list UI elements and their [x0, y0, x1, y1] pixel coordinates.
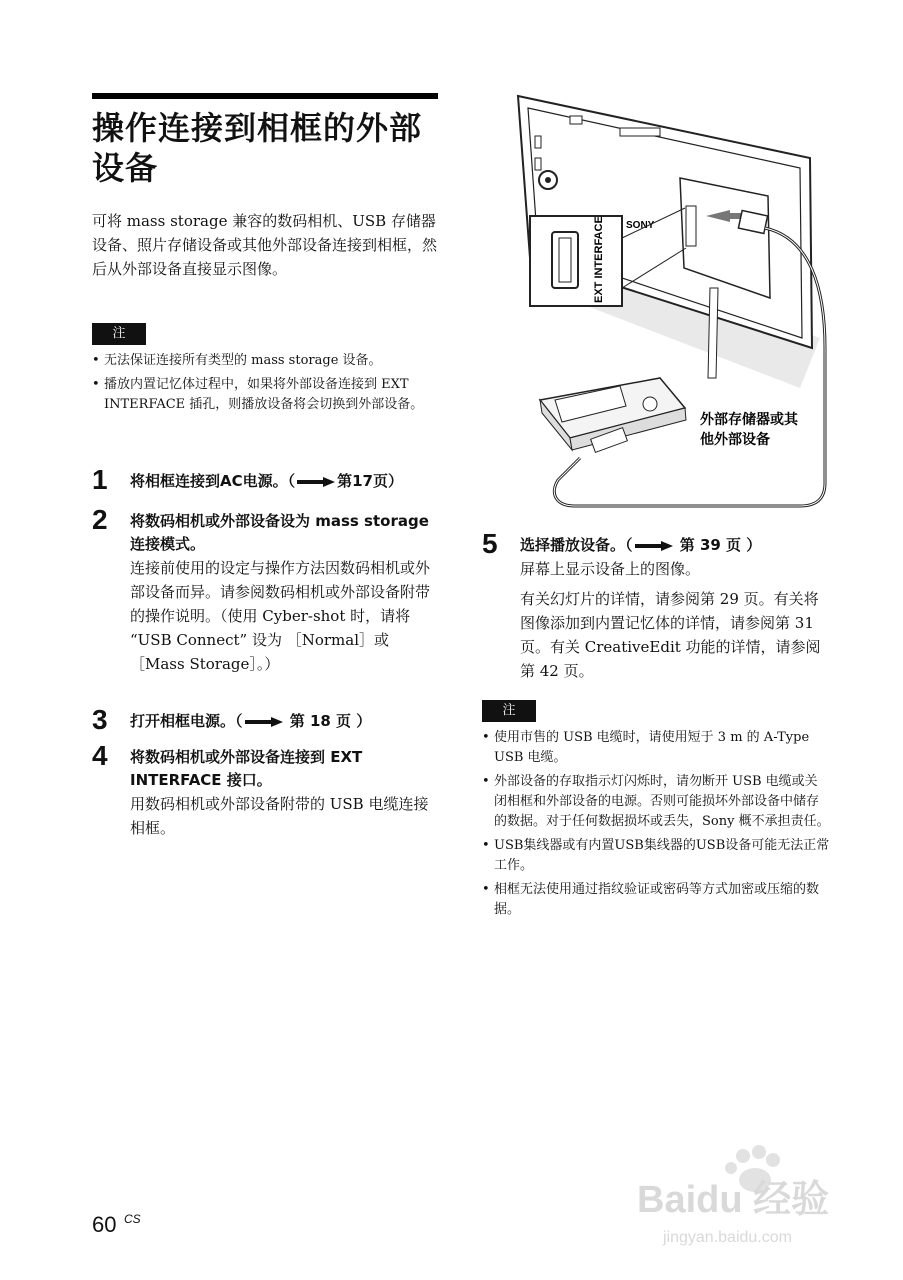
step-number: 5	[482, 528, 498, 559]
brand-label: SONY	[626, 220, 655, 231]
note-item: • 外部设备的存取指示灯闪烁时，请勿断开 USB 电缆或关闭相框和外部设备的电源。否则可能损坏外部设备中储存的数据。对于任何数据损坏或丢失，Sony 概不承担责任。	[482, 772, 830, 832]
device-caption: 外部存储器或其	[700, 412, 798, 428]
note-label: 注	[92, 323, 146, 345]
step-number: 4	[92, 740, 108, 771]
step-heading: 打开相框电源。（ 第 18 页 ）	[130, 712, 372, 730]
step-heading: 将数码相机或外部设备连接到 EXT INTERFACE 接口。	[130, 748, 363, 789]
camera-icon	[540, 378, 686, 452]
device-caption: 他外部设备	[700, 432, 770, 448]
note-item: • USB集线器或有内置USB集线器的USB设备可能无法正常工作。	[482, 836, 830, 876]
step-body: 用数码相机或外部设备附带的 USB 电缆连接相框。	[130, 795, 429, 837]
note-list	[482, 728, 830, 924]
step-heading: 将数码相机或外部设备设为 mass storage 连接模式。	[130, 512, 429, 553]
step-4	[92, 740, 442, 840]
step-1	[92, 464, 442, 495]
arrow-icon	[245, 717, 283, 727]
step-number: 1	[92, 464, 108, 495]
step-number: 2	[92, 504, 108, 535]
title-rule	[92, 93, 438, 99]
page-title: 操作连接到相框的外部设备	[92, 109, 423, 187]
note-item: • 相框无法使用通过指纹验证或密码等方式加密或压缩的数据。	[482, 880, 830, 920]
intro-paragraph: 可将 mass storage 兼容的数码相机、USB 存储器设备、照片存储设备或其他外部设备连接到相框，然后从外部设备直接显示图像。	[92, 212, 438, 278]
arrow-icon	[635, 541, 673, 551]
language-code: CS	[124, 1212, 141, 1226]
baidu-watermark	[633, 1140, 853, 1250]
watermark-brand: Baidu 经验	[637, 1179, 830, 1221]
device-connection-illustration	[500, 88, 830, 518]
note-item: • 使用市售的 USB 电缆时，请使用短于 3 m 的 A-Type USB 电缆。	[482, 728, 830, 768]
step-body: 屏幕上显示设备上的图像。	[520, 560, 701, 578]
arrow-icon	[297, 477, 335, 487]
note-item: • 无法保证连接所有类型的 mass storage 设备。	[92, 351, 438, 371]
step-body-detail: 有关幻灯片的详情，请参阅第 29 页。有关将图像添加到内置记忆体的详情，请参阅第 31 页。有关 CreativeEdit 功能的详情，请参阅第 42 页。	[520, 590, 821, 680]
note-list	[92, 351, 438, 419]
step-body: 连接前使用的设定与操作方法因数码相机或外部设备而异。请参阅数码相机或外部设备附带的操作说明。（使用 Cyber-shot 时，请将 “USB Connect” 设为 ［Normal］或 ［Mass Storage］。）	[130, 559, 431, 673]
note-label: 注	[482, 700, 536, 722]
step-heading: 将相框连接到AC电源。（ 第17页）	[130, 472, 403, 490]
watermark-url: jingyan.baidu.com	[663, 1229, 792, 1246]
step-3	[92, 704, 442, 735]
port-label: EXT INTERFACE	[593, 216, 605, 303]
page-number: 60	[92, 1212, 117, 1237]
step-2	[92, 504, 442, 676]
note-item: • 播放内置记忆体过程中，如果将外部设备连接到 EXT INTERFACE 插孔，则播放设备将会切换到外部设备。	[92, 375, 438, 415]
step-5	[482, 528, 832, 683]
step-number: 3	[92, 704, 108, 735]
step-heading: 选择播放设备。（ 第 39 页 ）	[520, 536, 762, 554]
